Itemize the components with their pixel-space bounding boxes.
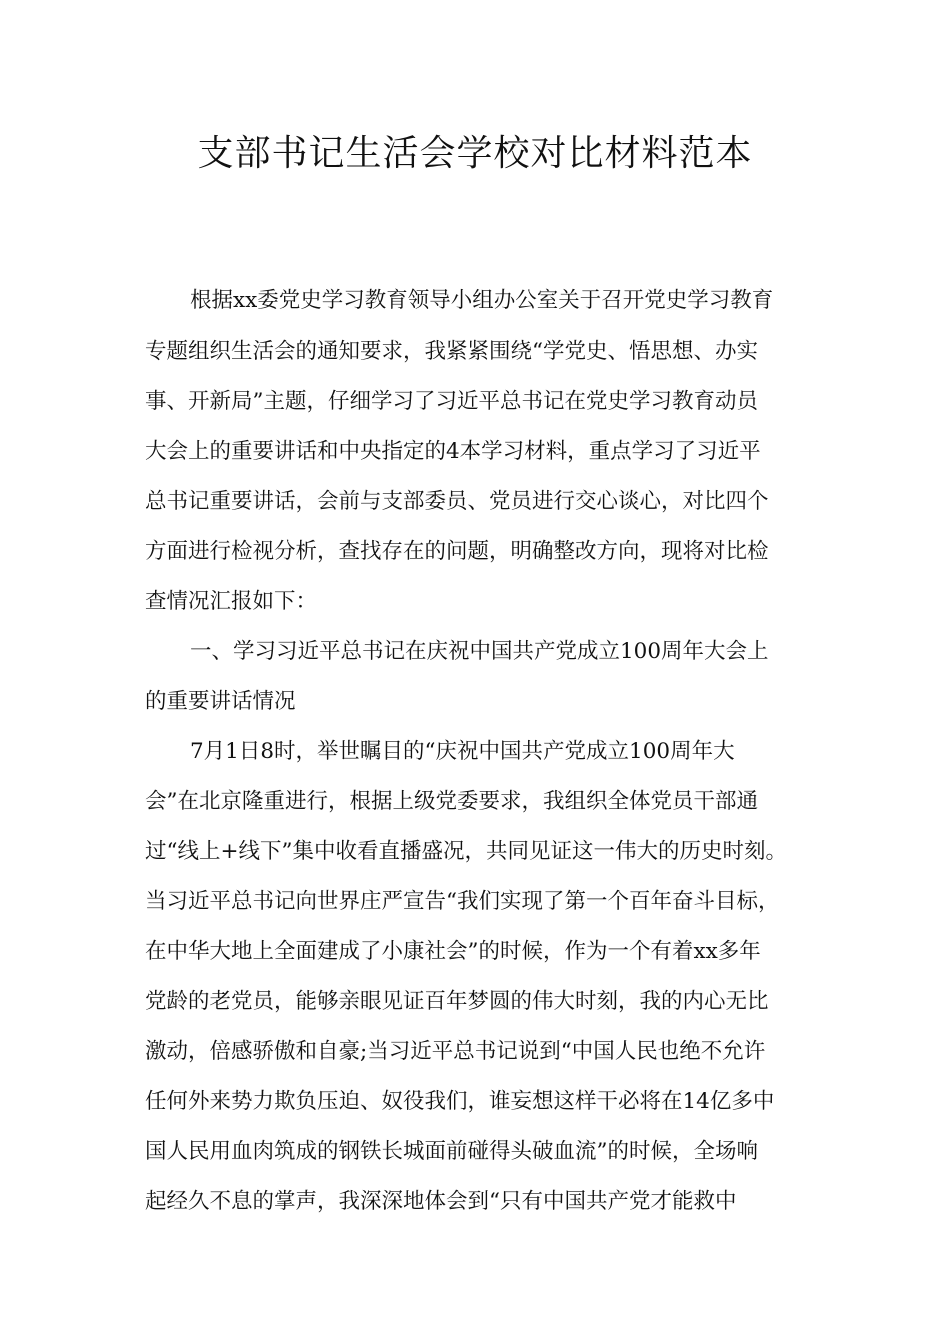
body-line: 事、开新局”主题，仔细学习了习近平总书记在党史学习教育动员 xyxy=(145,389,758,414)
body-line: 过“线上+线下”集中收看直播盛况，共同见证这一伟大的历史时刻。 xyxy=(145,839,788,864)
body-line: 当习近平总书记向世界庄严宣告“我们实现了第一个百年奋斗目标， xyxy=(145,889,780,914)
section-heading-line: 的重要讲话情况 xyxy=(145,689,296,714)
body-line: 专题组织生活会的通知要求，我紧紧围绕“学党史、悟思想、办实 xyxy=(145,339,758,364)
section-heading-line: 一、学习习近平总书记在庆祝中国共产党成立100周年大会上 xyxy=(190,639,769,664)
document-title: 支部书记生活会学校对比材料范本 xyxy=(197,133,753,174)
body-line: 任何外来势力欺负压迫、奴役我们，谁妄想这样干必将在14亿多中 xyxy=(145,1089,775,1114)
body-line: 在中华大地上全面建成了小康社会”的时候，作为一个有着xx多年 xyxy=(145,939,761,964)
body-line: 根据xx委党史学习教育领导小组办公室关于召开党史学习教育 xyxy=(190,288,774,313)
body-line: 会”在北京隆重进行，根据上级党委要求，我组织全体党员干部通 xyxy=(145,789,758,814)
body-line: 激动，倍感骄傲和自豪;当习近平总书记说到“中国人民也绝不允许 xyxy=(145,1039,766,1064)
body-line: 查情况汇报如下： xyxy=(145,589,318,614)
body-line: 起经久不息的掌声，我深深地体会到“只有中国共产党才能救中 xyxy=(145,1189,737,1214)
body-line: 总书记重要讲话，会前与支部委员、党员进行交心谈心，对比四个 xyxy=(145,489,769,514)
body-line: 7月1日8时，举世瞩目的“庆祝中国共产党成立100周年大 xyxy=(190,739,735,764)
body-line: 党龄的老党员，能够亲眼见证百年梦圆的伟大时刻，我的内心无比 xyxy=(145,989,769,1014)
body-line: 国人民用血肉筑成的钢铁长城面前碰得头破血流”的时候，全场响 xyxy=(145,1139,758,1164)
body-line: 大会上的重要讲话和中央指定的4本学习材料，重点学习了习近平 xyxy=(145,439,761,464)
body-line: 方面进行检视分析，查找存在的问题，明确整改方向，现将对比检 xyxy=(145,539,769,564)
